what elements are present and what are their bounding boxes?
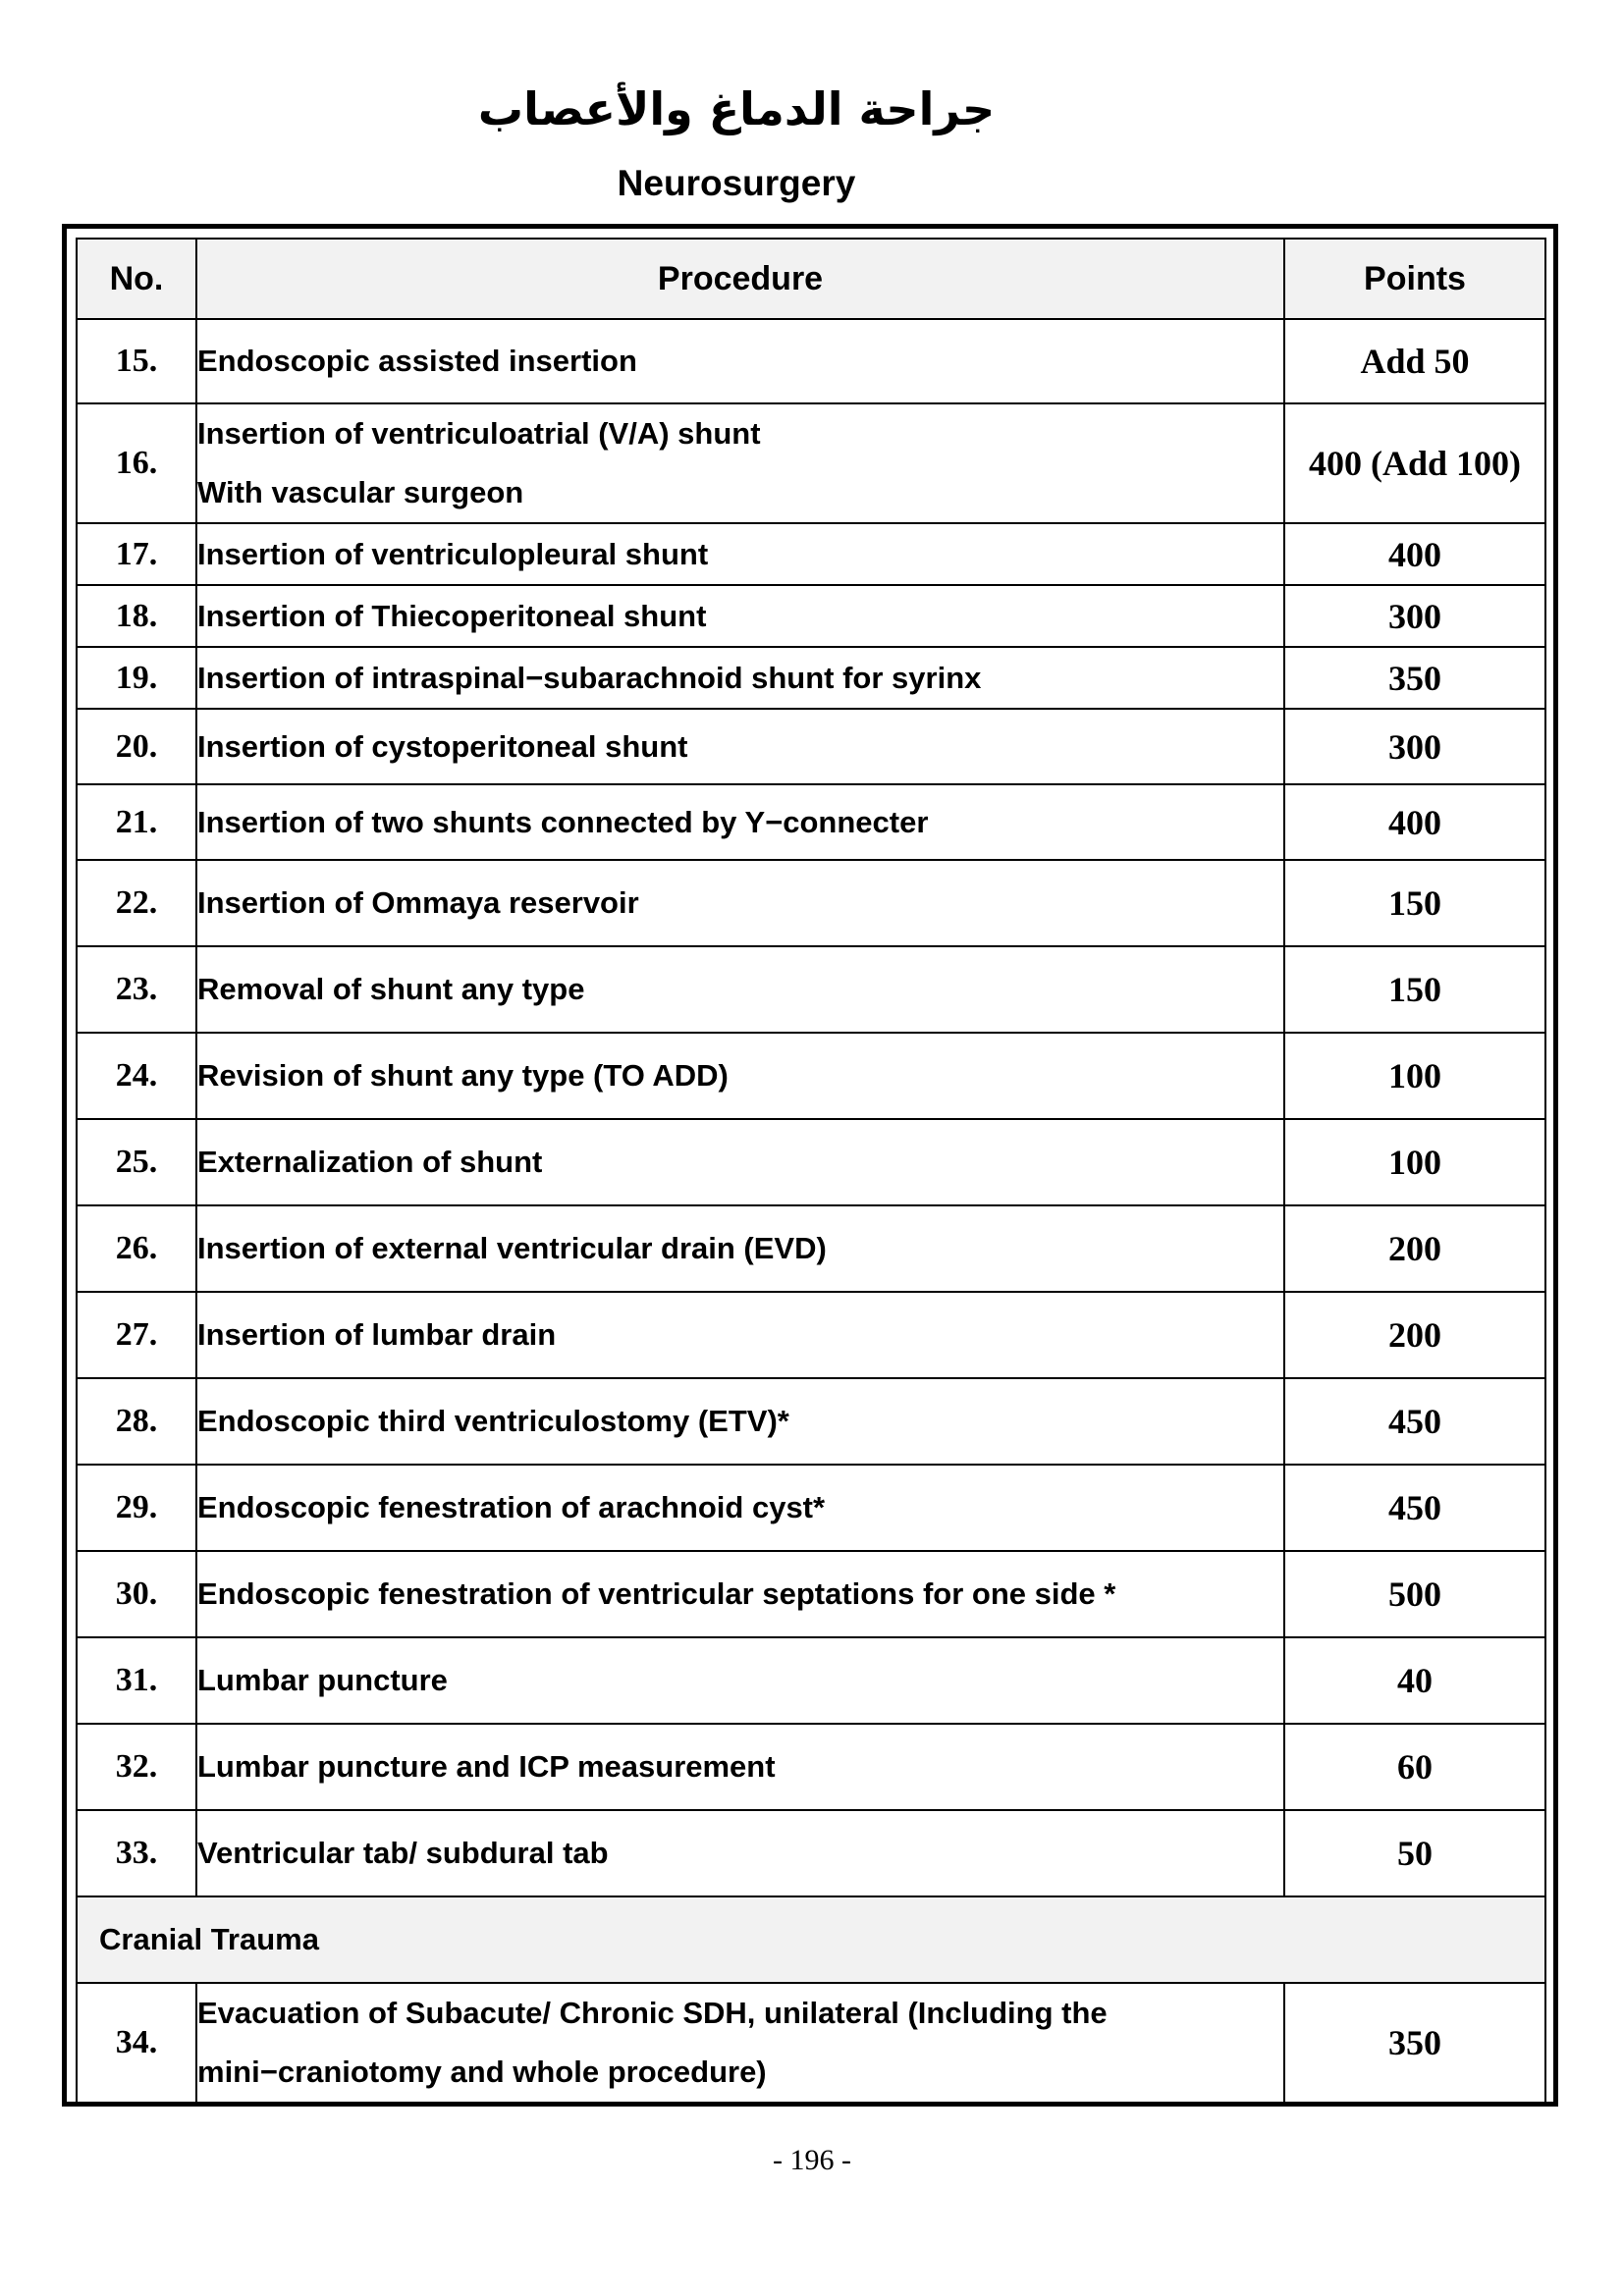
table-row [77, 1033, 1545, 1119]
procedure-text: Evacuation of Subacute/ Chronic SDH, unilateral (Including the [197, 1996, 1108, 2030]
points-cell: 300 [1284, 709, 1545, 784]
row-number: 18. [77, 585, 196, 647]
procedure-table [76, 238, 1546, 2104]
procedure-cell [196, 1378, 1284, 1465]
table-row [77, 585, 1545, 647]
procedure-text: Endoscopic third ventriculostomy (ETV)* [197, 1404, 789, 1438]
row-number: 20. [77, 709, 196, 784]
procedure-cell [196, 1033, 1284, 1119]
points-cell: 300 [1284, 585, 1545, 647]
procedure-cell [196, 784, 1284, 860]
points-cell: 150 [1284, 946, 1545, 1033]
procedure-cell [196, 319, 1284, 403]
table-row [77, 1119, 1545, 1205]
points-cell: 40 [1284, 1637, 1545, 1724]
row-number: 16. [77, 403, 196, 523]
procedure-cell [196, 403, 1284, 523]
points-cell: 350 [1284, 1983, 1545, 2103]
points-cell: Add 50 [1284, 319, 1545, 403]
row-number: 29. [77, 1465, 196, 1551]
table-row [77, 1983, 1545, 2103]
column-header-no: No. [77, 239, 196, 319]
row-number: 19. [77, 647, 196, 709]
procedure-text: Insertion of Ommaya reservoir [197, 885, 639, 920]
row-number: 30. [77, 1551, 196, 1637]
table-header-row [77, 239, 1545, 319]
row-number: 25. [77, 1119, 196, 1205]
points-cell: 150 [1284, 860, 1545, 946]
points-cell: 200 [1284, 1292, 1545, 1378]
procedure-text: Insertion of two shunts connected by Y−connecter [197, 804, 929, 839]
points-cell: 100 [1284, 1119, 1545, 1205]
procedure-cell [196, 1810, 1284, 1896]
procedure-text: Externalization of shunt [197, 1145, 543, 1179]
row-number: 28. [77, 1378, 196, 1465]
procedure-table-frame [62, 224, 1558, 2107]
table-row [77, 403, 1545, 523]
row-number: 22. [77, 860, 196, 946]
page-title: Neurosurgery [617, 163, 856, 203]
procedure-cell [196, 1637, 1284, 1724]
row-number: 32. [77, 1724, 196, 1810]
procedure-cell [196, 1551, 1284, 1637]
row-number: 17. [77, 523, 196, 585]
table-row [77, 1205, 1545, 1292]
row-number: 26. [77, 1205, 196, 1292]
points-cell: 450 [1284, 1378, 1545, 1465]
points-cell: 50 [1284, 1810, 1545, 1896]
procedure-cell [196, 1465, 1284, 1551]
procedure-text: Insertion of Thiecoperitoneal shunt [197, 598, 707, 633]
procedure-text: Revision of shunt any type (TO ADD) [197, 1058, 729, 1093]
row-number: 33. [77, 1810, 196, 1896]
page-number: - 196 - [773, 2144, 851, 2176]
points-cell: 400 (Add 100) [1284, 403, 1545, 523]
procedure-text: mini−craniotomy and whole procedure) [197, 2055, 767, 2089]
procedure-cell [196, 585, 1284, 647]
procedure-cell [196, 523, 1284, 585]
procedure-cell [196, 1724, 1284, 1810]
procedure-text: Ventricular tab/ subdural tab [197, 1836, 609, 1870]
points-cell: 350 [1284, 647, 1545, 709]
row-number: 15. [77, 319, 196, 403]
procedure-text: Endoscopic assisted insertion [197, 344, 637, 378]
arabic-title: جراحة الدماغ والأعصاب [477, 82, 996, 135]
procedure-text: Insertion of cystoperitoneal shunt [197, 728, 688, 764]
row-number: 34. [77, 1983, 196, 2103]
procedure-cell [196, 1205, 1284, 1292]
procedure-text: Endoscopic fenestration of ventricular septations for one side * [197, 1576, 1116, 1611]
table-row [77, 784, 1545, 860]
table-row [77, 319, 1545, 403]
row-number: 24. [77, 1033, 196, 1119]
points-cell: 400 [1284, 784, 1545, 860]
row-number: 27. [77, 1292, 196, 1378]
procedure-text: Endoscopic fenestration of arachnoid cyst* [197, 1490, 826, 1524]
points-cell: 500 [1284, 1551, 1545, 1637]
column-header-points: Points [1284, 239, 1545, 319]
table-row [77, 709, 1545, 784]
procedure-cell [196, 860, 1284, 946]
table-row [77, 647, 1545, 709]
table-row [77, 860, 1545, 946]
row-number: 21. [77, 784, 196, 860]
procedure-cell [196, 709, 1284, 784]
column-header-procedure: Procedure [196, 239, 1284, 319]
points-cell: 400 [1284, 523, 1545, 585]
procedure-text: Insertion of ventriculopleural shunt [197, 536, 709, 571]
procedure-text: With vascular surgeon [197, 475, 524, 509]
procedure-cell [196, 647, 1284, 709]
points-cell: 60 [1284, 1724, 1545, 1810]
procedure-text: Lumbar puncture [197, 1663, 448, 1697]
procedure-text: Lumbar puncture and ICP measurement [197, 1749, 776, 1784]
table-row [77, 1378, 1545, 1465]
procedure-text: Insertion of ventriculoatrial (V/A) shunt [197, 416, 761, 451]
procedure-cell [196, 1983, 1284, 2103]
procedure-cell [196, 946, 1284, 1033]
table-row [77, 1724, 1545, 1810]
table-row [77, 523, 1545, 585]
section-header-row [77, 1896, 1545, 1983]
procedure-text: Removal of shunt any type [197, 972, 585, 1006]
table-row [77, 1292, 1545, 1378]
table-row [77, 946, 1545, 1033]
procedure-text: Insertion of external ventricular drain (EVD) [197, 1231, 827, 1265]
procedure-cell [196, 1292, 1284, 1378]
procedure-text: Insertion of intraspinal−subarachnoid shunt for syrinx [197, 660, 982, 695]
row-number: 31. [77, 1637, 196, 1724]
table-row [77, 1465, 1545, 1551]
points-cell: 100 [1284, 1033, 1545, 1119]
procedure-cell [196, 1119, 1284, 1205]
table-row [77, 1551, 1545, 1637]
points-cell: 200 [1284, 1205, 1545, 1292]
points-cell: 450 [1284, 1465, 1545, 1551]
section-title: Cranial Trauma [77, 1896, 1545, 1983]
procedure-text: Insertion of lumbar drain [197, 1317, 557, 1352]
table-row [77, 1637, 1545, 1724]
row-number: 23. [77, 946, 196, 1033]
table-row [77, 1810, 1545, 1896]
